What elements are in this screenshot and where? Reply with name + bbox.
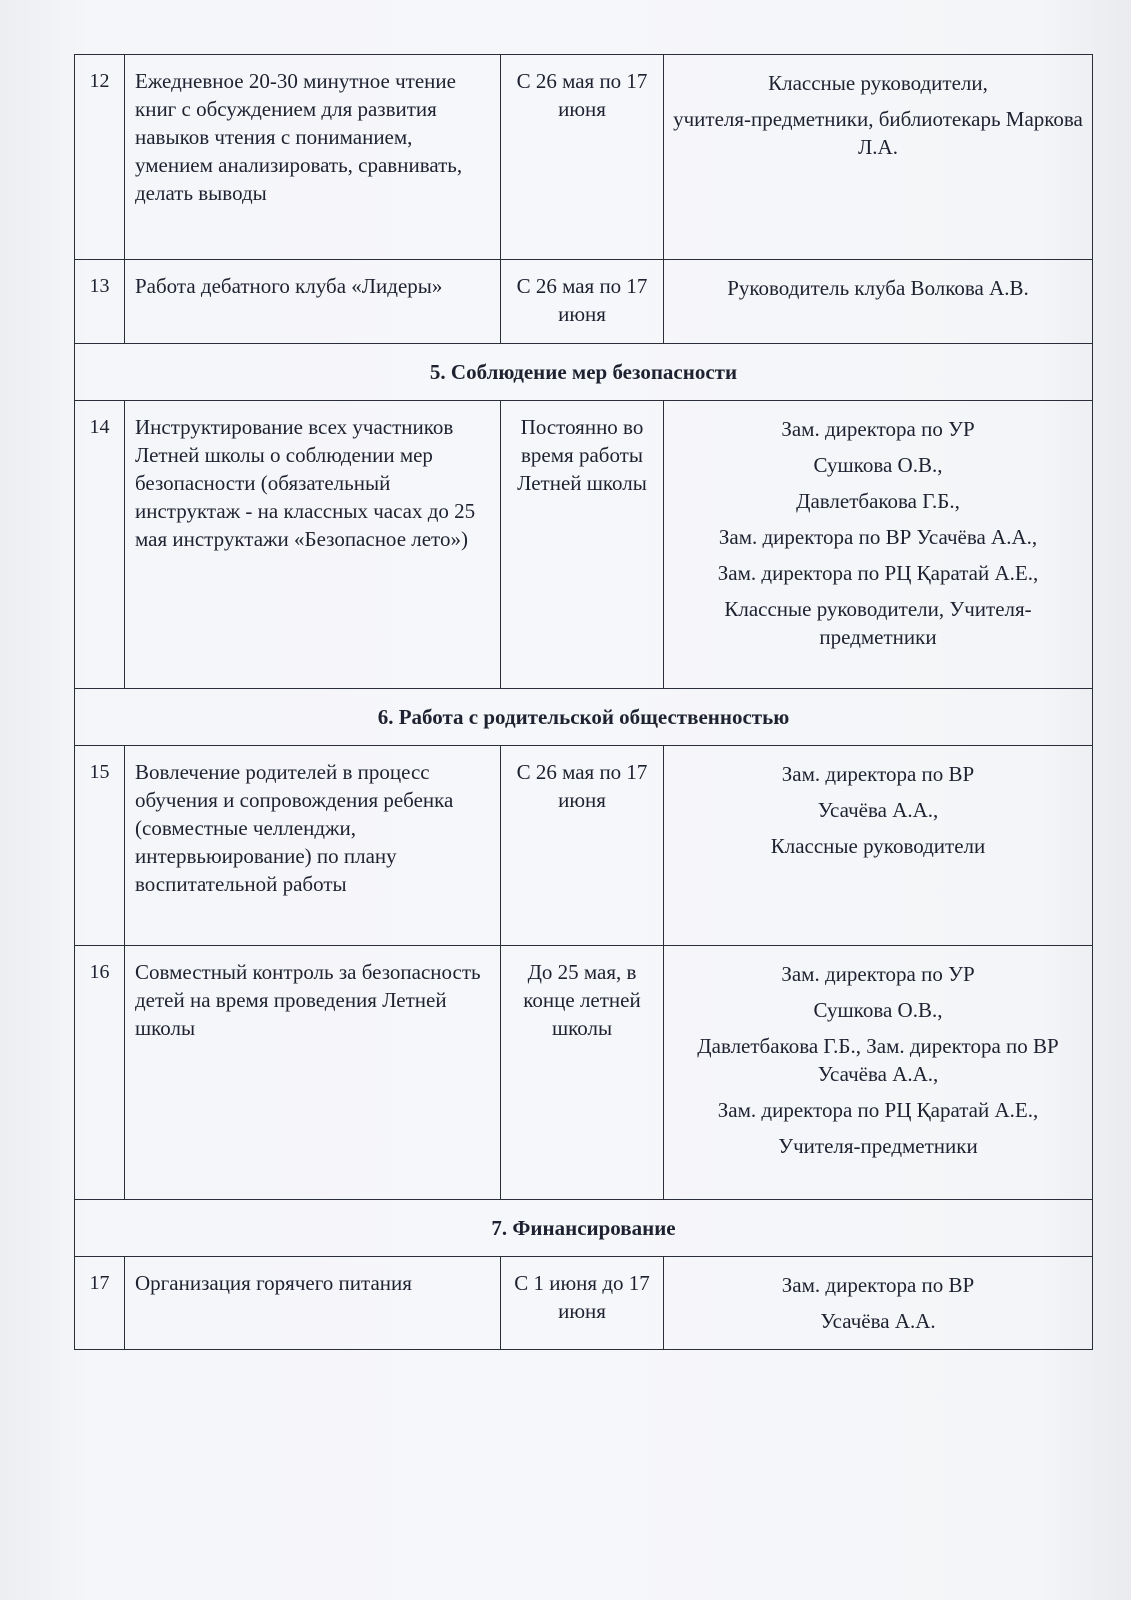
term-cell: Постоянно во время работы Летней школы: [501, 401, 664, 689]
task-cell: Инструктирование всех участников Летней школы о соблюдении мер безопасности (обязательный инструктаж - на классных часах до 25 мая инструктажи «Безопасное лето»): [125, 401, 501, 689]
responsible-line: Зам. директора по ВР: [781, 762, 975, 786]
table-row: [75, 401, 1093, 689]
task-cell: Работа дебатного клуба «Лидеры»: [125, 260, 501, 344]
task-cell: Вовлечение родителей в процесс обучения и сопровождения ребенка (совместные челленджи, интервьюирование) по плану воспитательной работы: [125, 746, 501, 946]
row-number: 15: [75, 746, 125, 946]
responsible-line: Сушкова О.В.,: [813, 453, 943, 477]
table-row: [75, 1257, 1093, 1350]
responsible-cell: [664, 260, 1093, 344]
responsible-line: Зам. директора по РЦ Қаратай А.Е.,: [717, 561, 1039, 585]
responsible-cell: [664, 1257, 1093, 1350]
term-cell: С 26 мая по 17 июня: [501, 746, 664, 946]
responsible-line: Учителя-предметники: [778, 1134, 978, 1158]
responsible-line: Зам. директора по УР: [781, 962, 975, 986]
task-cell: Организация горячего питания: [125, 1257, 501, 1350]
term-cell: С 26 мая по 17 июня: [501, 55, 664, 260]
task-cell: Ежедневное 20-30 минутное чтение книг с обсуждением для развития навыков чтения с пониманием, умением анализировать, сравнивать, делать выводы: [125, 55, 501, 260]
responsible-line: Усачёва А.А.,: [817, 798, 939, 822]
term-cell: До 25 мая, в конце летней школы: [501, 946, 664, 1200]
responsible-line: Зам. директора по УР: [781, 417, 975, 441]
responsible-line: Классные руководители, Учителя-предметники: [724, 597, 1032, 649]
section-row: [75, 1200, 1093, 1257]
responsible-line: Зам. директора по ВР Усачёва А.А.,: [718, 525, 1038, 549]
responsible-cell: [664, 401, 1093, 689]
responsible-line: Давлетбакова Г.Б.,: [796, 489, 960, 513]
responsible-line: Классные руководители: [770, 834, 986, 858]
responsible-line: Руководитель клуба Волкова А.В.: [727, 276, 1029, 300]
row-number: 17: [75, 1257, 125, 1350]
row-number: 16: [75, 946, 125, 1200]
responsible-cell: [664, 746, 1093, 946]
table-row: [75, 260, 1093, 344]
table-row: [75, 55, 1093, 260]
responsible-line: учителя-предметники, библиотекарь Маркова Л.А.: [673, 107, 1083, 159]
table-row: [75, 946, 1093, 1200]
plan-table: [74, 54, 1093, 1350]
responsible-line: Классные руководители,: [768, 71, 988, 95]
responsible-cell: [664, 55, 1093, 260]
responsible-line: Зам. директора по ВР: [781, 1273, 975, 1297]
term-cell: С 1 июня до 17 июня: [501, 1257, 664, 1350]
section-heading: 7. Финансирование: [75, 1200, 1093, 1257]
row-number: 12: [75, 55, 125, 260]
responsible-line: Зам. директора по РЦ Қаратай А.Е.,: [717, 1098, 1039, 1122]
task-cell: Совместный контроль за безопасность детей на время проведения Летней школы: [125, 946, 501, 1200]
responsible-line: Сушкова О.В.,: [813, 998, 943, 1022]
section-row: [75, 689, 1093, 746]
responsible-cell: [664, 946, 1093, 1200]
section-heading: 5. Соблюдение мер безопасности: [75, 344, 1093, 401]
row-number: 13: [75, 260, 125, 344]
responsible-line: Усачёва А.А.: [820, 1309, 936, 1333]
term-cell: С 26 мая по 17 июня: [501, 260, 664, 344]
row-number: 14: [75, 401, 125, 689]
responsible-line: Давлетбакова Г.Б., Зам. директора по ВР Усачёва А.А.,: [697, 1034, 1059, 1086]
table-row: [75, 746, 1093, 946]
section-row: [75, 344, 1093, 401]
section-heading: 6. Работа с родительской общественностью: [75, 689, 1093, 746]
